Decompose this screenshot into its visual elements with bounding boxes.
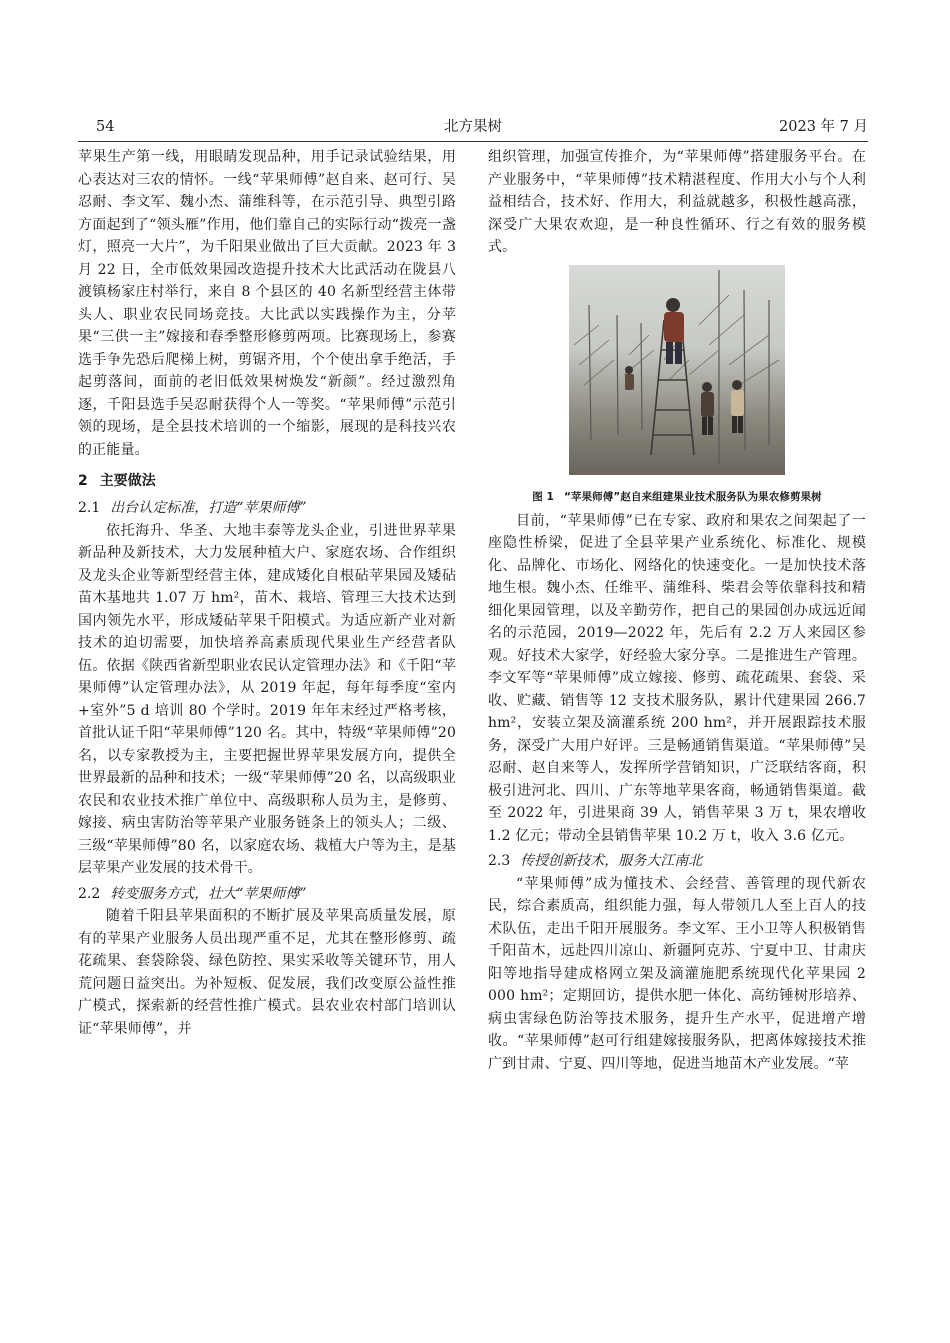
subsection-title: 转变服务方式，壮大“苹果师傅” xyxy=(110,885,307,902)
figure-label: 图 1 xyxy=(532,490,554,503)
figure-caption-text: “苹果师傅”赵自来组建果业技术服务队为果农修剪果树 xyxy=(563,490,822,503)
orchard-pruning-photo xyxy=(569,265,785,475)
paragraph: 组织管理，加强宣传推介，为“苹果师傅”搭建服务平台。在产业服务中，“苹果师傅”技术精湛程度、作用大小与个人利益相结合，技术好、作用大，利益就越多，积极性越高涨，深受广大果农欢迎，是一种良性循环、行之有效的服务模式。 xyxy=(488,149,866,255)
subsection-number: 2.3 xyxy=(488,853,511,869)
subsection-number: 2.2 xyxy=(78,885,101,902)
section-heading xyxy=(78,470,456,492)
figure-caption xyxy=(488,489,866,505)
subsection-title: 出台认定标准，打造“苹果师傅” xyxy=(110,500,307,516)
page-number: 54 xyxy=(96,119,115,135)
subsection-heading xyxy=(78,883,456,906)
paragraph: 苹果生产第一线，用眼睛发现品种，用手记录试验结果，用心表达对三农的情怀。一线“苹果师傅”赵自来、赵可行、吴忍耐、李文军、魏小杰、蒲维科等，在示范引导、典型引路方面起到了“领头雁”作用，他们靠自己的实际行动“拨亮一盏灯，照亮一大片”，为千阳果业做出了巨大贡献。2023 年 3 月 22 日，全市低效果园改造提升技术大比武活动在陇县八渡镇杨家庄村举行，来自 8 个县区的 40 名新型经营主体带头人、职业农民同场竞技。大比武以实践操作为主，分苹果“三供一主”嫁接和春季整形修剪两项。比赛现场上，参赛选手争先恐后爬梯上树，剪锯齐用，个个使出拿手绝活，手起剪落间，面前的老旧低效果树焕发“新颜”。经过激烈角逐，千阳县选手吴忍耐获得个人一等奖。“苹果师傅”示范引领的现场，是全县技术培训的一个缩影，展现的是科技兴农的正能量。 xyxy=(78,149,456,458)
left-column xyxy=(78,146,456,1040)
paragraph: “苹果师傅”成为懂技术、会经营、善管理的现代新农民，综合素质高，组织能力强，每人带领几人至上百人的技术队伍，走出千阳开展服务。李文军、王小卫等人积极销售千阳苗木，远赴四川凉山、新疆阿克苏、宁夏中卫、甘肃庆阳等地指导建成格网立架及滴灌施肥系统现代化苹果园 2 000 hm²；定期回访，提供水肥一体化、高纺锤树形培养、病虫害绿色防治等技术服务，提升生产水平，促进增产增收。“苹果师傅”赵可行组建嫁接服务队，把离体嫁接技术推广到甘肃、宁夏、四川等地，促进当地苗木产业发展。“苹 xyxy=(488,875,866,1072)
subsection-number: 2.1 xyxy=(78,500,101,516)
issue-date: 2023 年 7 月 xyxy=(779,119,868,135)
paragraph: 随着千阳县苹果面积的不断扩展及苹果高质量发展，原有的苹果产业服务人员出现严重不足，尤其在整形修剪、疏花疏果、套袋除袋、绿色防控、果实采收等关键环节，用人荒问题日益突出。为补短板、促发展，我们改变原公益性推广模式，探索新的经营性推广模式。县农业农村部门培训认证“苹果师傅”，并 xyxy=(78,908,456,1037)
subsection-title: 传授创新技术，服务大江南北 xyxy=(520,853,703,869)
page-header xyxy=(78,116,868,138)
header-rule xyxy=(78,141,868,142)
section-title: 主要做法 xyxy=(99,473,156,489)
right-column xyxy=(488,146,866,1075)
section-number: 2 xyxy=(78,473,88,489)
subsection-heading xyxy=(78,497,456,520)
subsection-heading xyxy=(488,850,866,873)
journal-title: 北方果树 xyxy=(444,119,502,135)
paragraph: 目前，“苹果师傅”已在专家、政府和果农之间架起了一座隐性桥梁，促进了全县苹果产业系统化、标准化、规模化、品牌化、市场化、网络化的快速变化。一是加快技术落地生根。魏小杰、任维平、蒲维科、柴君会等依靠科技和精细化果园管理，以及辛勤劳作，把自己的果园创办成远近闻名的示范园，2019—2022 年，先后有 2.2 万人来园区参观。好技术大家学，好经验大家分享。二是推进生产管理。李文军等“苹果师傅”成立嫁接、修剪、疏花疏果、套袋、采收、贮藏、销售等 12 支技术服务队，累计代建果园 266.7 hm²，安装立架及滴灌系统 200 hm²，并开展跟踪技术服务，深受广大用户好评。三是畅通销售渠道。“苹果师傅”吴忍耐、赵自来等人，发挥所学营销知识，广泛联结客商，积极引进河北、四川、广东等地苹果客商，畅通销售渠道。截至 2022 年，引进果商 39 人，销售苹果 3 万 t，果农增收 1.2 亿元；带动全县销售苹果 10.2 万 t，收入 3.6 亿元。 xyxy=(488,512,866,844)
paragraph: 依托海升、华圣、大地丰泰等龙头企业，引进世界苹果新品种及新技术，大力发展种植大户、家庭农场、合作组织及龙头企业等新型经营主体，建成矮化自根砧苹果园及矮砧苗木基地共 1.07 万 hm²，苗木、栽培、管理三大技术达到国内领先水平，形成矮砧苹果千阳模式。为适应新产业对新技术的迫切需要，加快培养高素质现代果业生产经营者队伍。依据《陕西省新型职业农民认定管理办法》和《千阳“苹果师傅”认定管理办法》，从 2019 年起，每年每季度“室内+室外”5 d 培训 80 个学时。2019 年年末经过严格考核，首批认证千阳“苹果师傅”120 名。其中，特级“苹果师傅”20 名，以专家教授为主，主要把握世界苹果发展方向，提供全世界最新的品种和技术；一级“苹果师傅”20 名，以高级职业农民和农业技术推广单位中、高级职称人员为主，是修剪、嫁接、病虫害防治等苹果产业服务链条上的领头人；二级、三级“苹果师傅”80 名，以家庭农场、栽植大户等为主，是基层苹果产业发展的技术骨干。 xyxy=(78,522,456,876)
